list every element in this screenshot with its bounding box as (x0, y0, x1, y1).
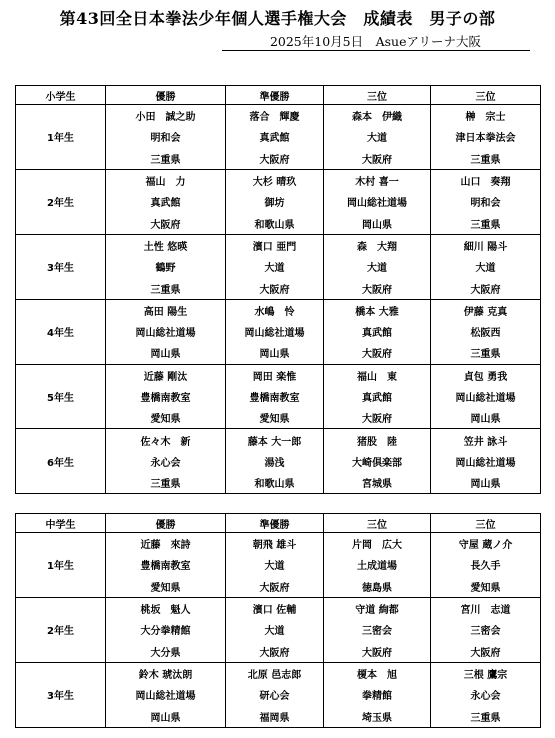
dojo-name: 岡山総社道場 (226, 321, 324, 342)
competitor-name: 大杉 晴玖 (226, 169, 324, 191)
competitor-name: 岡田 楽惟 (226, 364, 324, 386)
competitor-name: 朝飛 雄斗 (226, 533, 324, 555)
prefecture-name: 大阪府 (226, 640, 324, 662)
school-level-header: 中学生 (16, 514, 106, 533)
prefecture-name: 大阪府 (324, 342, 431, 364)
prefecture-name: 徳島県 (324, 576, 431, 598)
grade-label: 1年生 (16, 533, 106, 598)
grade-label: 2年生 (16, 597, 106, 662)
dojo-name: 真武館 (324, 386, 431, 407)
dojo-name: 真武館 (324, 321, 431, 342)
dojo-name: 豊橋南教室 (226, 386, 324, 407)
competitor-name: 鈴木 琥汰朗 (106, 662, 226, 684)
event-date-venue: 2025年10月5日 Asueアリーナ大阪 (269, 34, 481, 49)
prefecture-name: 岡山県 (431, 407, 541, 429)
table-row (16, 105, 541, 127)
prefecture-name: 大阪府 (324, 407, 431, 429)
table-header-row (16, 514, 541, 533)
placement-header: 三位 (324, 514, 431, 533)
prefecture-name: 大阪府 (226, 576, 324, 598)
table-row (16, 597, 541, 619)
prefecture-name: 大阪府 (324, 148, 431, 170)
dojo-name: 明和会 (106, 126, 226, 147)
dojo-name: 大道 (226, 256, 324, 277)
competitor-name: 三根 鷹宗 (431, 662, 541, 684)
grade-label: 5年生 (16, 364, 106, 429)
dojo-name: 土成道場 (324, 554, 431, 575)
competitor-name: 落合 輝慶 (226, 105, 324, 127)
prefecture-name: 三重県 (106, 148, 226, 170)
dojo-name: 岡山総社道場 (431, 386, 541, 407)
grade-label: 2年生 (16, 169, 106, 234)
prefecture-name: 埼玉県 (324, 705, 431, 727)
placement-header: 三位 (431, 514, 541, 533)
dojo-name: 大道 (226, 619, 324, 640)
prefecture-name: 岡山県 (106, 705, 226, 727)
prefecture-name: 三重県 (431, 342, 541, 364)
prefecture-name: 大阪府 (226, 148, 324, 170)
grade-label: 3年生 (16, 234, 106, 299)
prefecture-name: 愛知県 (106, 576, 226, 598)
competitor-name: 山口 奏翔 (431, 169, 541, 191)
placement-header: 準優勝 (226, 86, 324, 105)
prefecture-name: 大阪府 (324, 640, 431, 662)
prefecture-name: 宮城県 (324, 472, 431, 494)
dojo-name: 岡山総社道場 (106, 321, 226, 342)
prefecture-name: 岡山県 (324, 212, 431, 234)
competitor-name: 佐々木 新 (106, 429, 226, 451)
dojo-name: 研心会 (226, 684, 324, 705)
competitor-name: 土性 悠暎 (106, 234, 226, 256)
prefecture-name: 大阪府 (431, 640, 541, 662)
placement-header: 優勝 (106, 86, 226, 105)
elementary-results-table (15, 85, 541, 494)
table-row (16, 429, 541, 451)
competitor-name: 高田 陽生 (106, 299, 226, 321)
dojo-name: 鶴野 (106, 256, 226, 277)
competitor-name: 守道 絢都 (324, 597, 431, 619)
table-row (16, 169, 541, 191)
dojo-name: 真武館 (226, 126, 324, 147)
school-level-header: 小学生 (16, 86, 106, 105)
dojo-name: 津日本拳法会 (431, 126, 541, 147)
competitor-name: 榊 宗士 (431, 105, 541, 127)
competitor-name: 小田 誠之助 (106, 105, 226, 127)
prefecture-name: 大阪府 (431, 277, 541, 299)
prefecture-name: 和歌山県 (226, 472, 324, 494)
competitor-name: 濱口 亜門 (226, 234, 324, 256)
prefecture-name: 大阪府 (106, 212, 226, 234)
prefecture-name: 愛知県 (106, 407, 226, 429)
grade-label: 6年生 (16, 429, 106, 494)
dojo-name: 豊橋南教室 (106, 554, 226, 575)
dojo-name: 大崎倶楽部 (324, 451, 431, 472)
prefecture-name: 三重県 (106, 277, 226, 299)
prefecture-name: 三重県 (431, 148, 541, 170)
prefecture-name: 三重県 (431, 212, 541, 234)
competitor-name: 近藤 剛汰 (106, 364, 226, 386)
prefecture-name: 愛知県 (431, 576, 541, 598)
grade-label: 4年生 (16, 299, 106, 364)
prefecture-name: 大阪府 (324, 277, 431, 299)
table-row (16, 364, 541, 386)
dojo-name: 永心会 (106, 451, 226, 472)
dojo-name: 岡山総社道場 (324, 191, 431, 212)
table-row (16, 234, 541, 256)
dojo-name: 岡山総社道場 (431, 451, 541, 472)
prefecture-name: 大分県 (106, 640, 226, 662)
dojo-name: 大道 (324, 126, 431, 147)
competitor-name: 細川 陽斗 (431, 234, 541, 256)
competitor-name: 桃坂 魁人 (106, 597, 226, 619)
competitor-name: 北原 邑志郎 (226, 662, 324, 684)
competitor-name: 猪股 陸 (324, 429, 431, 451)
competitor-name: 木村 喜一 (324, 169, 431, 191)
competitor-name: 森 大翔 (324, 234, 431, 256)
competitor-name: 福山 力 (106, 169, 226, 191)
dojo-name: 永心会 (431, 684, 541, 705)
placement-header: 準優勝 (226, 514, 324, 533)
competitor-name: 近藤 來詩 (106, 533, 226, 555)
placement-header: 三位 (324, 86, 431, 105)
competitor-name: 宮川 志道 (431, 597, 541, 619)
placement-header: 優勝 (106, 514, 226, 533)
table-row (16, 662, 541, 684)
dojo-name: 長久手 (431, 554, 541, 575)
competitor-name: 福山 東 (324, 364, 431, 386)
competitor-name: 笠井 詠斗 (431, 429, 541, 451)
table-row (16, 299, 541, 321)
competitor-name: 水嶋 怜 (226, 299, 324, 321)
competitor-name: 片岡 広大 (324, 533, 431, 555)
prefecture-name: 大阪府 (226, 277, 324, 299)
competitor-name: 藤本 大一郎 (226, 429, 324, 451)
dojo-name: 大道 (226, 554, 324, 575)
dojo-name: 明和会 (431, 191, 541, 212)
prefecture-name: 愛知県 (226, 407, 324, 429)
dojo-name: 大道 (324, 256, 431, 277)
dojo-name: 三密会 (431, 619, 541, 640)
prefecture-name: 三重県 (431, 705, 541, 727)
prefecture-name: 岡山県 (106, 342, 226, 364)
dojo-name: 豊橋南教室 (106, 386, 226, 407)
prefecture-name: 岡山県 (226, 342, 324, 364)
prefecture-name: 岡山県 (431, 472, 541, 494)
prefecture-name: 三重県 (106, 472, 226, 494)
competitor-name: 濱口 佐輔 (226, 597, 324, 619)
dojo-name: 三密会 (324, 619, 431, 640)
dojo-name: 拳精館 (324, 684, 431, 705)
grade-label: 1年生 (16, 105, 106, 170)
competitor-name: 伊藤 克真 (431, 299, 541, 321)
page-title: 第43回全日本拳法少年個人選手権大会 成績表 男子の部 (59, 9, 496, 28)
grade-label: 3年生 (16, 662, 106, 727)
dojo-name: 大分拳精館 (106, 619, 226, 640)
dojo-name: 湯浅 (226, 451, 324, 472)
placement-header: 三位 (431, 86, 541, 105)
dojo-name: 松阪西 (431, 321, 541, 342)
dojo-name: 真武館 (106, 191, 226, 212)
dojo-name: 大道 (431, 256, 541, 277)
competitor-name: 橋本 大雅 (324, 299, 431, 321)
table-row (16, 533, 541, 555)
subtitle-underline (222, 50, 530, 51)
prefecture-name: 和歌山県 (226, 212, 324, 234)
dojo-name: 岡山総社道場 (106, 684, 226, 705)
junior-high-results-table (15, 513, 541, 728)
prefecture-name: 福岡県 (226, 705, 324, 727)
competitor-name: 守屋 蔵ノ介 (431, 533, 541, 555)
table-header-row (16, 86, 541, 105)
competitor-name: 貞包 勇我 (431, 364, 541, 386)
dojo-name: 御坊 (226, 191, 324, 212)
competitor-name: 森本 伊織 (324, 105, 431, 127)
competitor-name: 榎本 旭 (324, 662, 431, 684)
